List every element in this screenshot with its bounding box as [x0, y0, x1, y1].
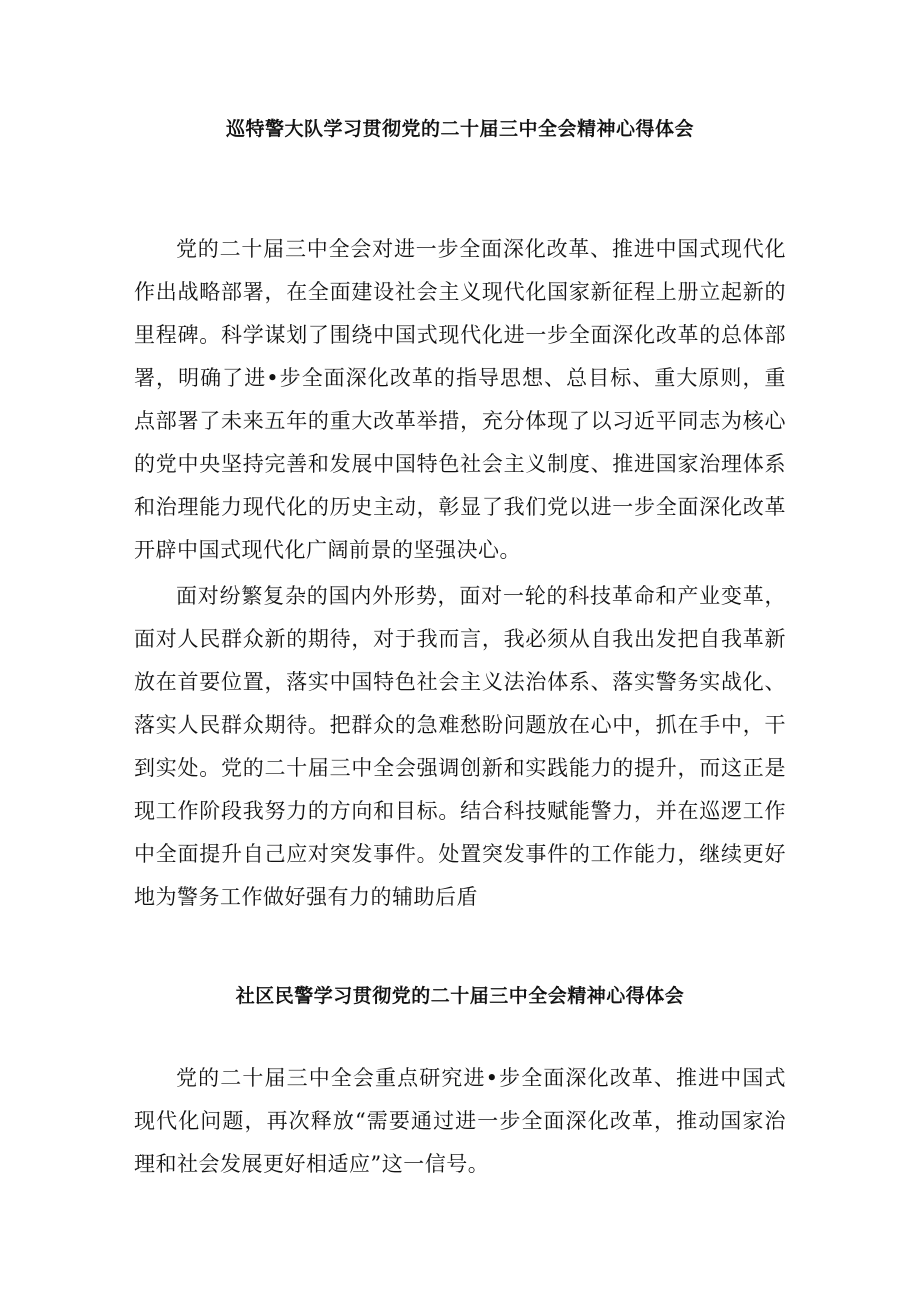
- article-2-paragraph-1: 党的二十届三中全会重点研究进•步全面深化改革、推进中国式现代化问题，再次释放“需要通过进一步全面深化改革，推动国家治理和社会发展更好相适应”这一信号。: [134, 1066, 786, 1176]
- article-1-paragraph-2: 面对纷繁复杂的国内外形势，面对一轮的科技革命和产业变革，面对人民群众新的期待，对于我而言，我必须从自我出发把自我革新放在首要位置，落实中国特色社会主义法治体系、落实警务实战化、落实人民群众期待。把群众的急难愁盼问题放在心中，抓在手中，干到实处。党的二十届三中全会强调创新和实践能力的提升，而这正是现工作阶段我努力的方向和目标。结合科技赋能警力，并在巡逻工作中全面提升自己应对突发事件。处置突发事件的工作能力，继续更好地为警务工作做好强有力的辅助后盾: [134, 584, 786, 909]
- article-1-paragraph-1: 党的二十届三中全会对进一步全面深化改革、推进中国式现代化作出战略部署，在全面建设社会主义现代化国家新征程上册立起新的里程碑。科学谋划了围绕中国式现代化进一步全面深化改革的总体部署，明确了进•步全面深化改革的指导思想、总目标、重大原则，重点部署了未来五年的重大改革举措，充分体现了以习近平同志为核心的党中央坚持完善和发展中国特色社会主义制度、推进国家治理体系和治理能力现代化的历史主动，彰显了我们党以进一步全面深化改革开辟中国式现代化广阔前景的坚强决心。: [134, 237, 786, 562]
- article-title-2: 社区民警学习贯彻党的二十届三中全会精神心得体会: [235, 985, 685, 1007]
- article-title-1: 巡特警大队学习贯彻党的二十届三中全会精神心得体会: [225, 118, 694, 140]
